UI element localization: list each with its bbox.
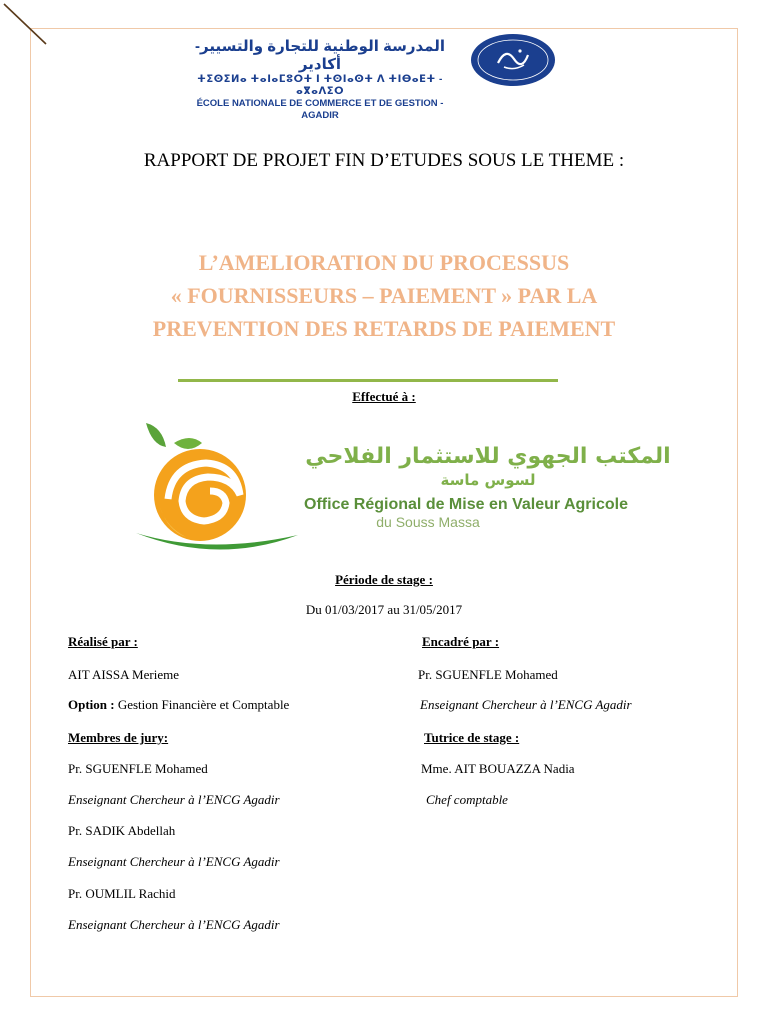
- author-name: AIT AISSA Merieme: [68, 667, 179, 682]
- period-label: Période de stage :: [335, 572, 433, 587]
- theme-title: [90, 246, 678, 345]
- ormva-name-arabic: المكتب الجهوي للاستثمار الفلاحي: [305, 444, 671, 469]
- tutor-role: Chef comptable: [426, 792, 508, 807]
- school-name-tifinagh: ⵜⵉⵙⵉⵍⴰ ⵜⴰⵏⴰⵎⵓⵔⵜ ⵏ ⵜⵙⵏⴰⵙⵜ ⴷ ⵜⵏⴱⴰⴹⵜ - ⴰⴳⴰⴷⵉⵔ: [197, 74, 443, 97]
- period-value: Du 01/03/2017 au 31/05/2017: [305, 602, 463, 617]
- host-label: Effectué à :: [352, 389, 416, 404]
- ormva-region-arabic: لسوس ماسة: [440, 471, 536, 489]
- theme-line-2: « FOURNISSEURS – PAIEMENT » PAR LA: [170, 283, 598, 308]
- option-line: [68, 697, 289, 713]
- ormva-region-french: du Souss Massa: [376, 514, 480, 530]
- author-label: Réalisé par :: [68, 634, 138, 649]
- jury-member-name: Pr. SADIK Abdellah: [68, 823, 176, 838]
- corner-mark: [0, 0, 60, 60]
- ormva-logo: [128, 415, 671, 560]
- jury-member-name: Pr. SGUENFLE Mohamed: [68, 761, 208, 776]
- option-label: Option :: [68, 697, 115, 712]
- jury-member-role: Enseignant Chercheur à l’ENCG Agadir: [68, 917, 280, 932]
- jury-member-name: Pr. OUMLIL Rachid: [68, 886, 176, 901]
- report-title: RAPPORT DE PROJET FIN D’ETUDES SOUS LE THEME :: [143, 150, 625, 171]
- jury-member-role: Enseignant Chercheur à l’ENCG Agadir: [68, 854, 280, 869]
- theme-line-3: PREVENTION DES RETARDS DE PAIEMENT: [152, 316, 616, 341]
- supervisor-name: Pr. SGUENFLE Mohamed: [418, 667, 558, 682]
- jury-label: Membres de jury:: [68, 730, 169, 745]
- option-value: Gestion Financière et Comptable: [117, 697, 290, 712]
- tutor-label: Tutrice de stage :: [424, 730, 520, 745]
- jury-member-role: Enseignant Chercheur à l’ENCG Agadir: [68, 792, 280, 807]
- supervisor-role: Enseignant Chercheur à l’ENCG Agadir: [420, 697, 632, 712]
- school-logo-text: [180, 38, 460, 122]
- tutor-name: Mme. AIT BOUAZZA Nadia: [421, 761, 575, 776]
- theme-line-1: L’AMELIORATION DU PROCESSUS: [198, 250, 570, 275]
- ormva-name-french: Office Régional de Mise en Valeur Agricole: [304, 496, 628, 513]
- school-name-french: ÉCOLE NATIONALE DE COMMERCE ET DE GESTION - AGADIR: [196, 98, 444, 121]
- school-name-arabic: المدرسة الوطنية للتجارة والتسيير-أكادير: [195, 38, 445, 73]
- supervisor-label: Encadré par :: [422, 634, 500, 649]
- university-seal-icon: [470, 33, 556, 87]
- green-divider: [178, 379, 558, 382]
